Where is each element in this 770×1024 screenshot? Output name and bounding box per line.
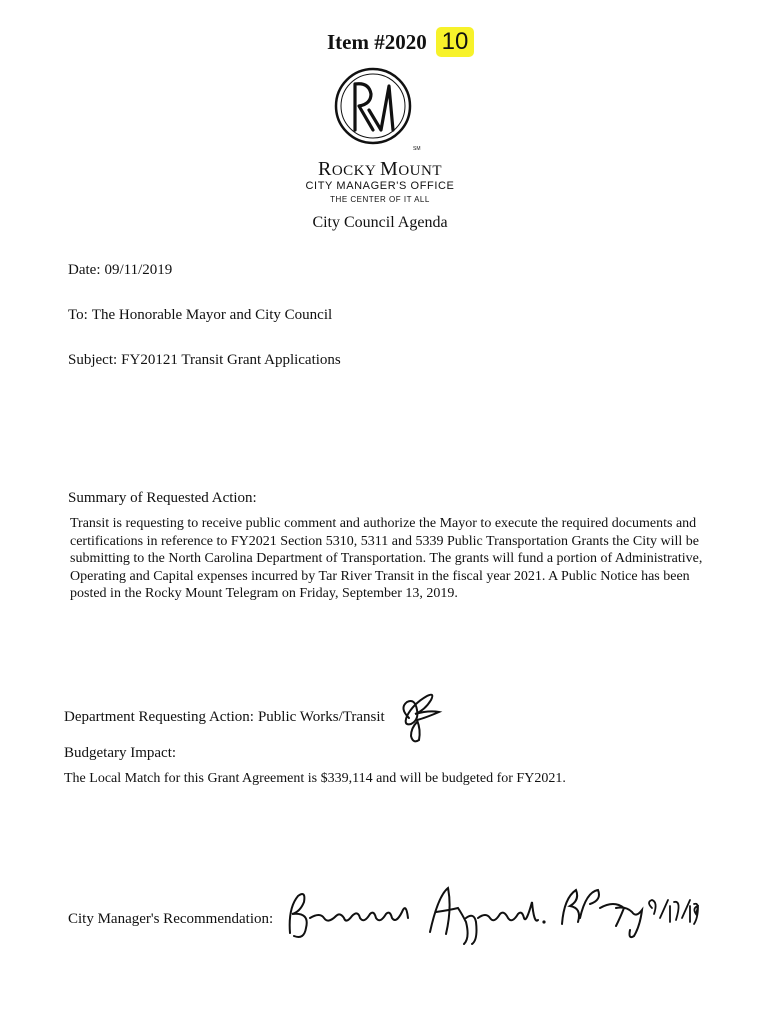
department-value: Public Works/Transit [257,709,385,725]
organization-office: CITY MANAGER'S OFFICE [305,180,455,192]
rocky-mount-logo [333,64,423,154]
item-number-label: Item #2020 [327,30,427,54]
to-field [68,307,332,324]
city-manager-recommendation-label: City Manager's Recommendation: [68,911,274,927]
organization-tagline: THE CENTER OF IT ALL [330,195,430,204]
summary-label: Summary of Requested Action: [68,490,257,506]
to-label: To: [68,307,88,323]
date-field [68,262,172,279]
subject-field [68,352,341,369]
budget-text: The Local Match for this Grant Agreement is $339,114 and will be budgeted for FY2021. [64,771,566,786]
organization-name: ROCKY MOUNT [317,158,442,180]
budget-label: Budgetary Impact: [64,745,177,761]
department-field [64,709,385,726]
summary-body: Transit is requesting to receive public comment and authorize the Mayor to execute the required documents and certifications in reference to FY2021 Section 5310, 5311 and 5339 Public Transportation Grants the City will be submitting to the North Carolina Department of Transportation. The grants will fund a portion of Administrative, Operating and Capital expenses incurred by Tar River Transit in the fiscal year 2021. A Public Notice has been posted in the Rocky Mount Telegram on Friday, September 13, 2019. [70,516,703,601]
department-signature [395,688,445,746]
to-value: The Honorable Mayor and City Council [91,307,333,323]
subject-value: FY20121 Transit Grant Applications [121,352,341,368]
date-label: Date: [68,262,101,278]
document-title: City Council Agenda [312,214,448,231]
item-number-badge: 10 [436,27,474,57]
city-manager-handwritten-recommendation [280,878,700,948]
date-value: 09/11/2019 [104,262,173,278]
department-label: Department Requesting Action: [64,709,254,725]
service-mark: SM [413,146,421,152]
subject-label: Subject: [68,352,118,368]
